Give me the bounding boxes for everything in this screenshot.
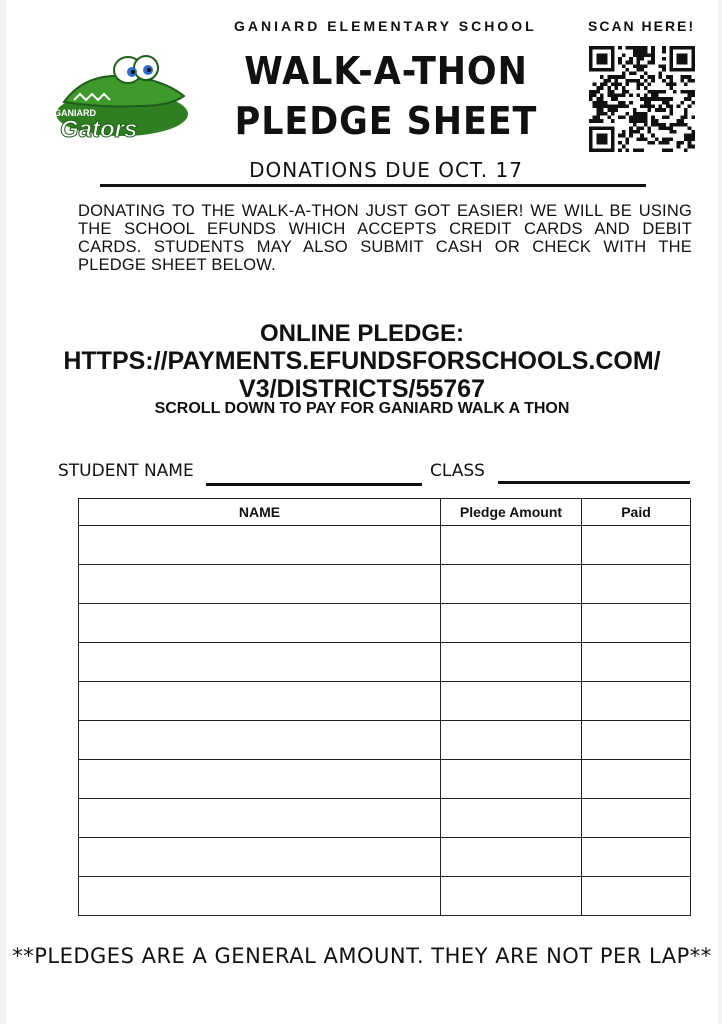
paid-cell[interactable] <box>582 565 691 604</box>
table-row <box>79 838 691 877</box>
pledge-amount-cell[interactable] <box>441 604 582 643</box>
name-cell[interactable] <box>79 799 441 838</box>
page-title <box>220 46 551 146</box>
student-name-label: STUDENT NAME <box>58 461 194 481</box>
scan-label: SCAN HERE! <box>588 18 696 34</box>
name-cell[interactable] <box>79 877 441 916</box>
table-row <box>79 604 691 643</box>
paid-cell[interactable] <box>582 721 691 760</box>
divider <box>100 184 646 187</box>
pledge-amount-cell[interactable] <box>441 721 582 760</box>
pledge-amount-cell[interactable] <box>441 526 582 565</box>
table-row <box>79 760 691 799</box>
table-row <box>79 799 691 838</box>
pledge-url-line-2[interactable]: V3/DISTRICTS/55767 <box>239 375 485 403</box>
header-name: NAME <box>79 499 441 526</box>
school-name: GANIARD ELEMENTARY SCHOOL <box>234 18 537 34</box>
gator-logo-icon <box>44 44 194 144</box>
table-row <box>79 526 691 565</box>
table-row <box>79 721 691 760</box>
footer-note: **PLEDGES ARE A GENERAL AMOUNT. THEY ARE NOT PER LAP** <box>12 944 712 968</box>
pledge-sheet <box>6 0 718 1024</box>
class-line[interactable] <box>498 481 690 484</box>
paid-cell[interactable] <box>582 643 691 682</box>
name-cell[interactable] <box>79 760 441 799</box>
pledge-amount-cell[interactable] <box>441 799 582 838</box>
paid-cell[interactable] <box>582 799 691 838</box>
logo-small-text: GANIARD <box>54 108 96 118</box>
paid-cell[interactable] <box>582 526 691 565</box>
paid-cell[interactable] <box>582 682 691 721</box>
name-cell[interactable] <box>79 643 441 682</box>
paid-cell[interactable] <box>582 838 691 877</box>
scroll-note: SCROLL DOWN TO PAY FOR GANIARD WALK A THON <box>154 400 570 417</box>
pledge-amount-cell[interactable] <box>441 643 582 682</box>
table-header-row <box>79 499 691 526</box>
paid-cell[interactable] <box>582 877 691 916</box>
header-paid: Paid <box>582 499 691 526</box>
qr-code-icon[interactable] <box>589 46 695 152</box>
pledge-amount-cell[interactable] <box>441 838 582 877</box>
pledge-amount-cell[interactable] <box>441 760 582 799</box>
intro-paragraph: DONATING TO THE WALK-A-THON JUST GOT EASIER! WE WILL BE USING THE SCHOOL EFUNDS WHICH ACCEPTS CREDIT CARDS AND DEBIT CARDS. STUDENTS MAY ALSO SUBMIT CASH OR CHECK WITH THE PLEDGE SHEET BELOW. <box>78 202 692 274</box>
table-row <box>79 877 691 916</box>
title-line-1: WALK-A-THON <box>244 49 528 93</box>
name-cell[interactable] <box>79 604 441 643</box>
header-pledge-amount: Pledge Amount <box>441 499 582 526</box>
title-line-2: PLEDGE SHEET <box>234 99 538 143</box>
name-cell[interactable] <box>79 721 441 760</box>
pledge-table <box>78 498 691 916</box>
name-cell[interactable] <box>79 526 441 565</box>
table-row <box>79 565 691 604</box>
table-row <box>79 682 691 721</box>
online-pledge-label: ONLINE PLEDGE: <box>259 320 464 347</box>
name-cell[interactable] <box>79 682 441 721</box>
name-cell[interactable] <box>79 838 441 877</box>
donations-due: DONATIONS DUE OCT. 17 <box>249 158 523 182</box>
pledge-url-line-1[interactable]: HTTPS://PAYMENTS.EFUNDSFORSCHOOLS.COM/ <box>63 347 661 375</box>
class-label: CLASS <box>430 461 485 481</box>
paid-cell[interactable] <box>582 760 691 799</box>
name-cell[interactable] <box>79 565 441 604</box>
pledge-url[interactable] <box>6 347 718 403</box>
pledge-amount-cell[interactable] <box>441 565 582 604</box>
logo-big-text: Gators <box>60 116 138 143</box>
paid-cell[interactable] <box>582 604 691 643</box>
pledge-amount-cell[interactable] <box>441 682 582 721</box>
student-name-line[interactable] <box>206 483 422 486</box>
table-row <box>79 643 691 682</box>
pledge-amount-cell[interactable] <box>441 877 582 916</box>
